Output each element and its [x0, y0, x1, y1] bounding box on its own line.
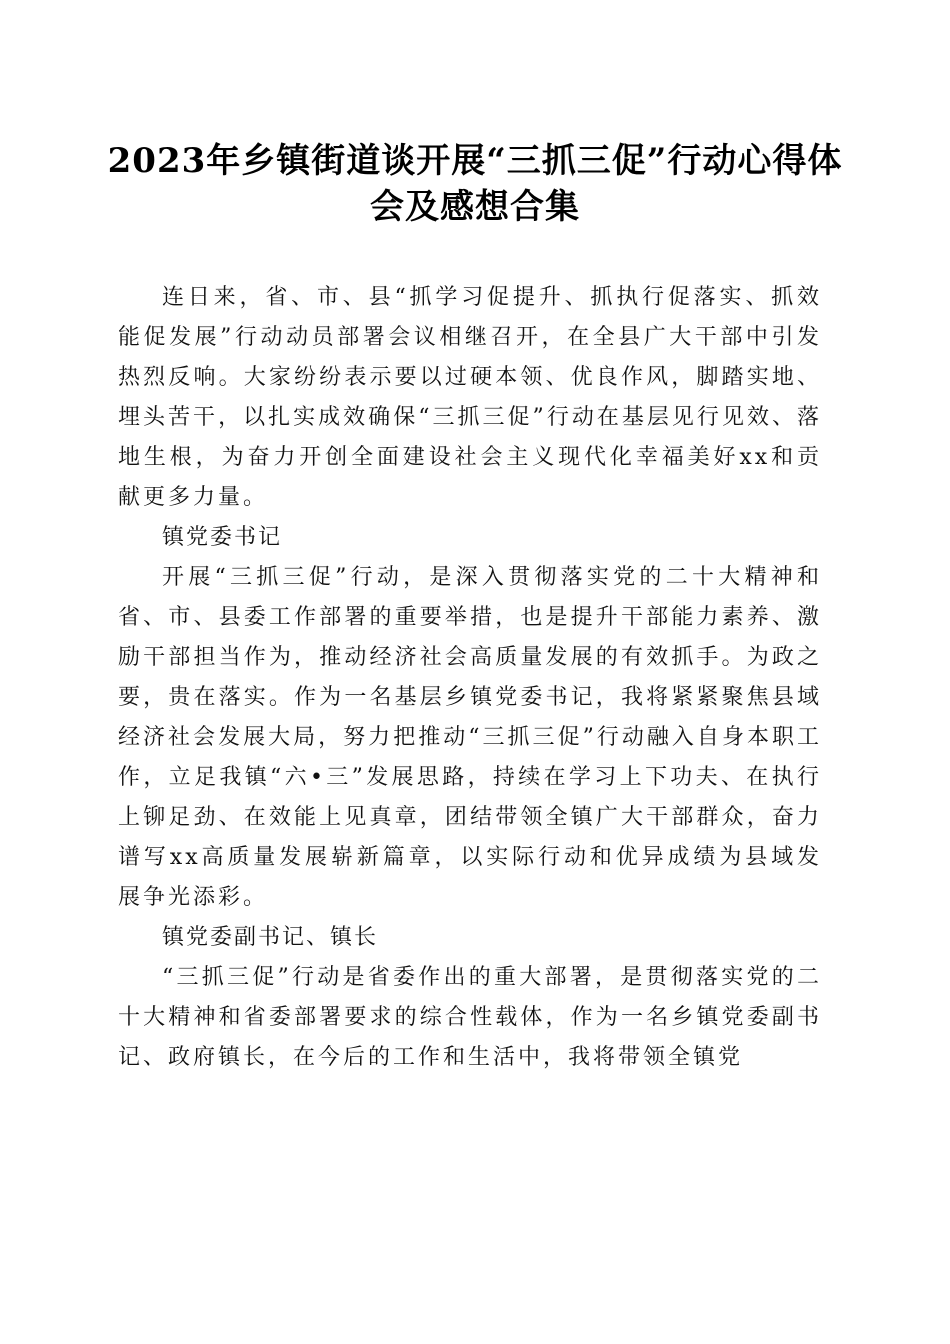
section-paragraph-deputy-secretary-mayor: “三抓三促”行动是省委作出的重大部署，是贯彻落实党的二十大精神和省委部署要求的综合性载体，作为一名乡镇党委副书记、政府镇长，在今后的工作和生活中，我将带领全镇党 [118, 965, 822, 1070]
document-body [118, 278, 822, 1078]
section-paragraph-party-secretary: 开展“三抓三促”行动，是深入贯彻落实党的二十大精神和省、市、县委工作部署的重要举措，也是提升干部能力素养、激励干部担当作为，推动经济社会高质量发展的有效抓手。为政之要，贵在落实。作为一名基层乡镇党委书记，我将紧紧聚焦县域经济社会发展大局，努力把推动“三抓三促”行动融入自身本职工作，立足我镇“六•三”发展思路，持续在学习上下功夫、在执行上铆足劲、在效能上见真章，团结带领全镇广大干部群众，奋力谱写xx高质量发展崭新篇章，以实际行动和优异成绩为县域发展争光添彩。 [118, 565, 822, 910]
intro-paragraph: 连日来，省、市、县“抓学习促提升、抓执行促落实、抓效能促发展”行动动员部署会议相继召开，在全县广大干部中引发热烈反响。大家纷纷表示要以过硬本领、优良作风，脚踏实地、埋头苦干，以扎实成效确保“三抓三促”行动在基层见行见效、落地生根，为奋力开创全面建设社会主义现代化幸福美好xx和贡献更多力量。 [118, 285, 822, 510]
section-role-party-secretary: 镇党委书记 [162, 525, 283, 550]
section-role-deputy-secretary-mayor: 镇党委副书记、镇长 [162, 925, 379, 950]
document-title: 2023年乡镇街道谈开展“三抓三促”行动心得体会及感想合集 [107, 141, 843, 227]
